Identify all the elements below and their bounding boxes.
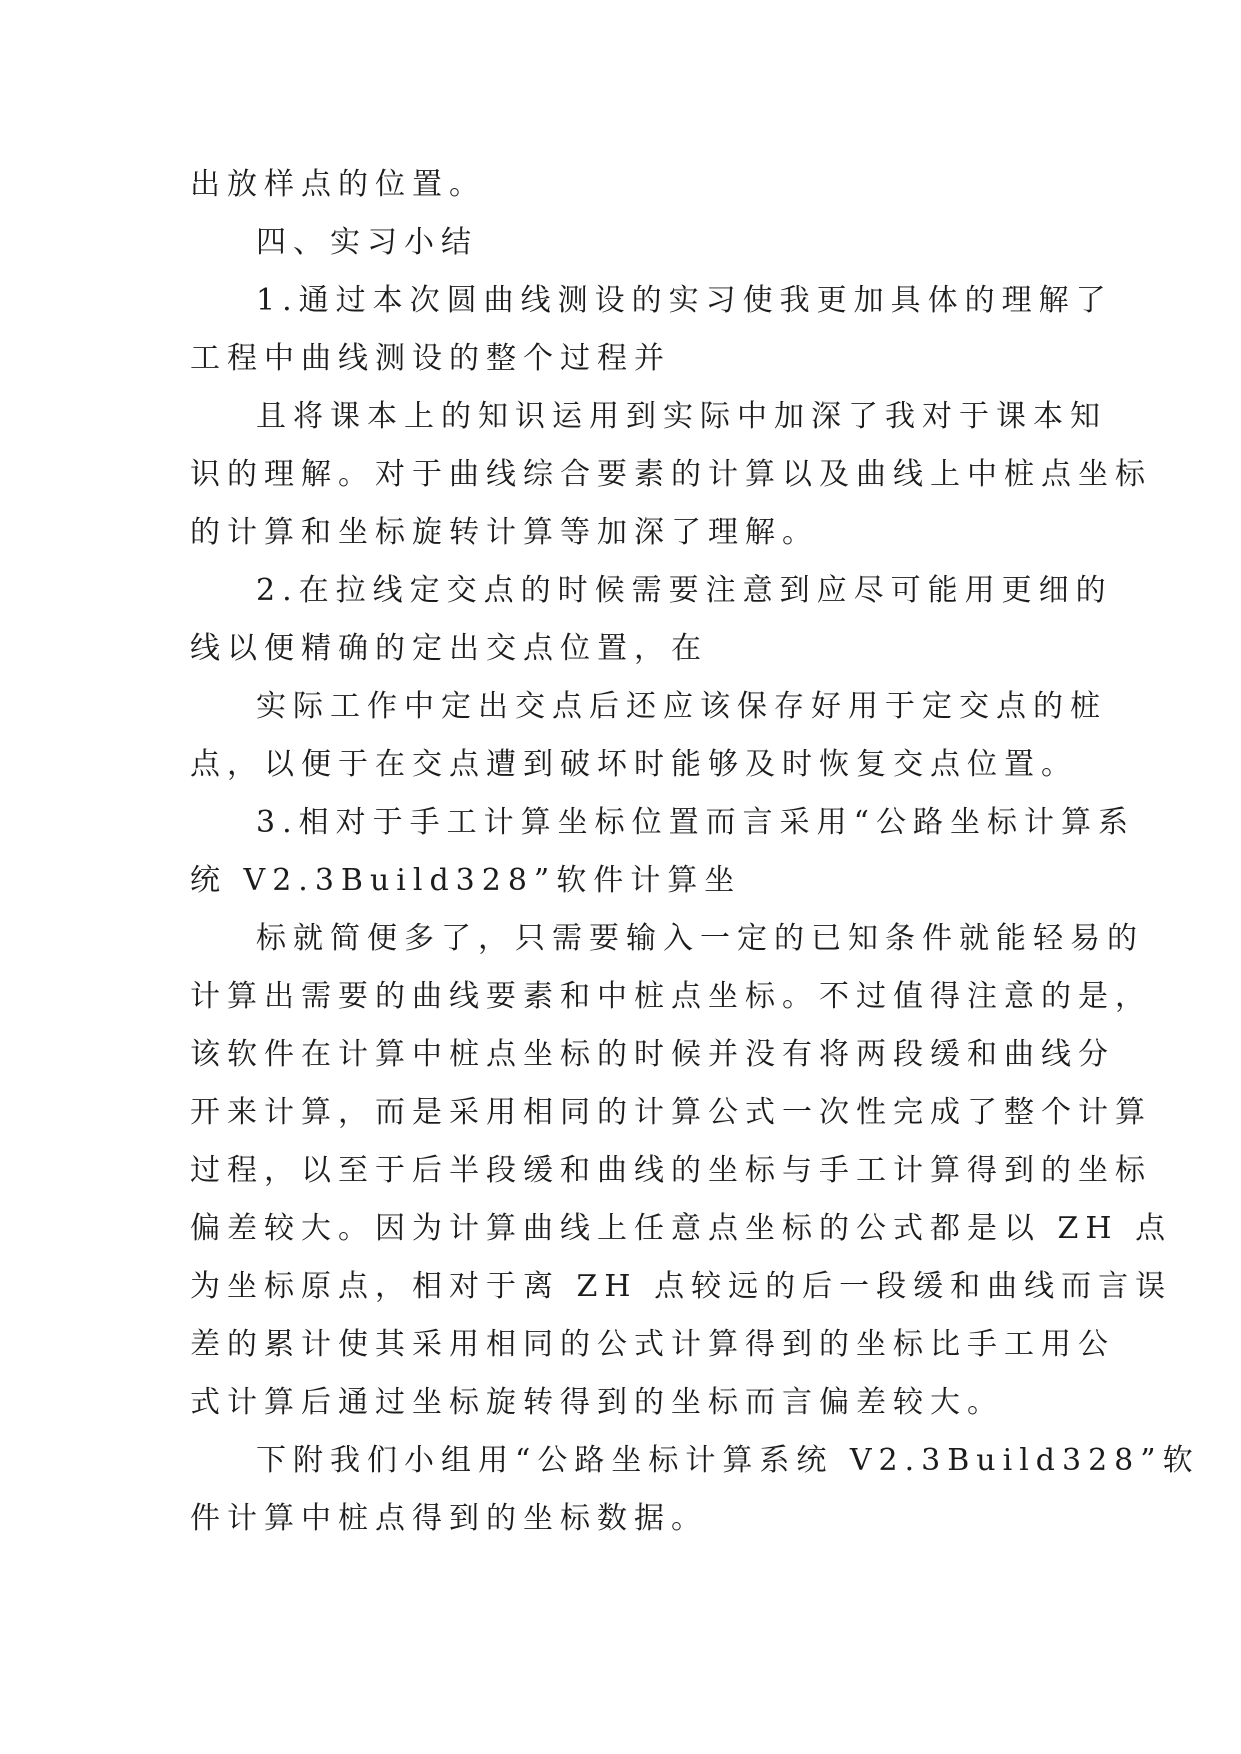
text-line: 1.通过本次圆曲线测设的实习使我更加具体的理解了 [256,283,1113,318]
text-line: 识的理解。对于曲线综合要素的计算以及曲线上中桩点坐标 [190,457,1152,492]
text-line: 下附我们小组用“公路坐标计算系统 V2.3Build328”软 [256,1443,1200,1478]
text-line: 式计算后通过坐标旋转得到的坐标而言偏差较大。 [190,1385,1004,1420]
text-line: 3.相对于手工计算坐标位置而言采用“公路坐标计算系 [256,805,1135,840]
text-line: 实际工作中定出交点后还应该保存好用于定交点的桩 [256,689,1107,724]
body-text [190,156,1200,1548]
text-line: 开来计算，而是采用相同的计算公式一次性完成了整个计算 [190,1095,1152,1130]
text-line: 且将课本上的知识运用到实际中加深了我对于课本知 [256,399,1107,434]
text-line: 工程中曲线测设的整个过程并 [190,341,671,376]
text-line: 线以便精确的定出交点位置，在 [190,631,708,666]
text-line: 出放样点的位置。 [190,167,486,202]
text-line: 统 V2.3Build328”软件计算坐 [190,863,742,898]
text-line: 过程，以至于后半段缓和曲线的坐标与手工计算得到的坐标 [190,1153,1152,1188]
text-line: 点，以便于在交点遭到破坏时能够及时恢复交点位置。 [190,747,1078,782]
text-line: 该软件在计算中桩点坐标的时候并没有将两段缓和曲线分 [190,1037,1115,1072]
text-line: 计算出需要的曲线要素和中桩点坐标。不过值得注意的是， [190,979,1152,1014]
text-line: 的计算和坐标旋转计算等加深了理解。 [190,515,819,550]
text-line: 2.在拉线定交点的时候需要注意到应尽可能用更细的 [256,573,1113,608]
text-line: 为坐标原点，相对于离 ZH 点较远的后一段缓和曲线而言误 [190,1269,1173,1304]
text-line: 差的累计使其采用相同的公式计算得到的坐标比手工用公 [190,1327,1115,1362]
text-line: 四、实习小结 [256,225,478,260]
text-line: 标就简便多了，只需要输入一定的已知条件就能轻易的 [256,921,1144,956]
text-line: 偏差较大。因为计算曲线上任意点坐标的公式都是以 ZH 点 [190,1211,1173,1246]
text-line: 件计算中桩点得到的坐标数据。 [190,1501,708,1536]
